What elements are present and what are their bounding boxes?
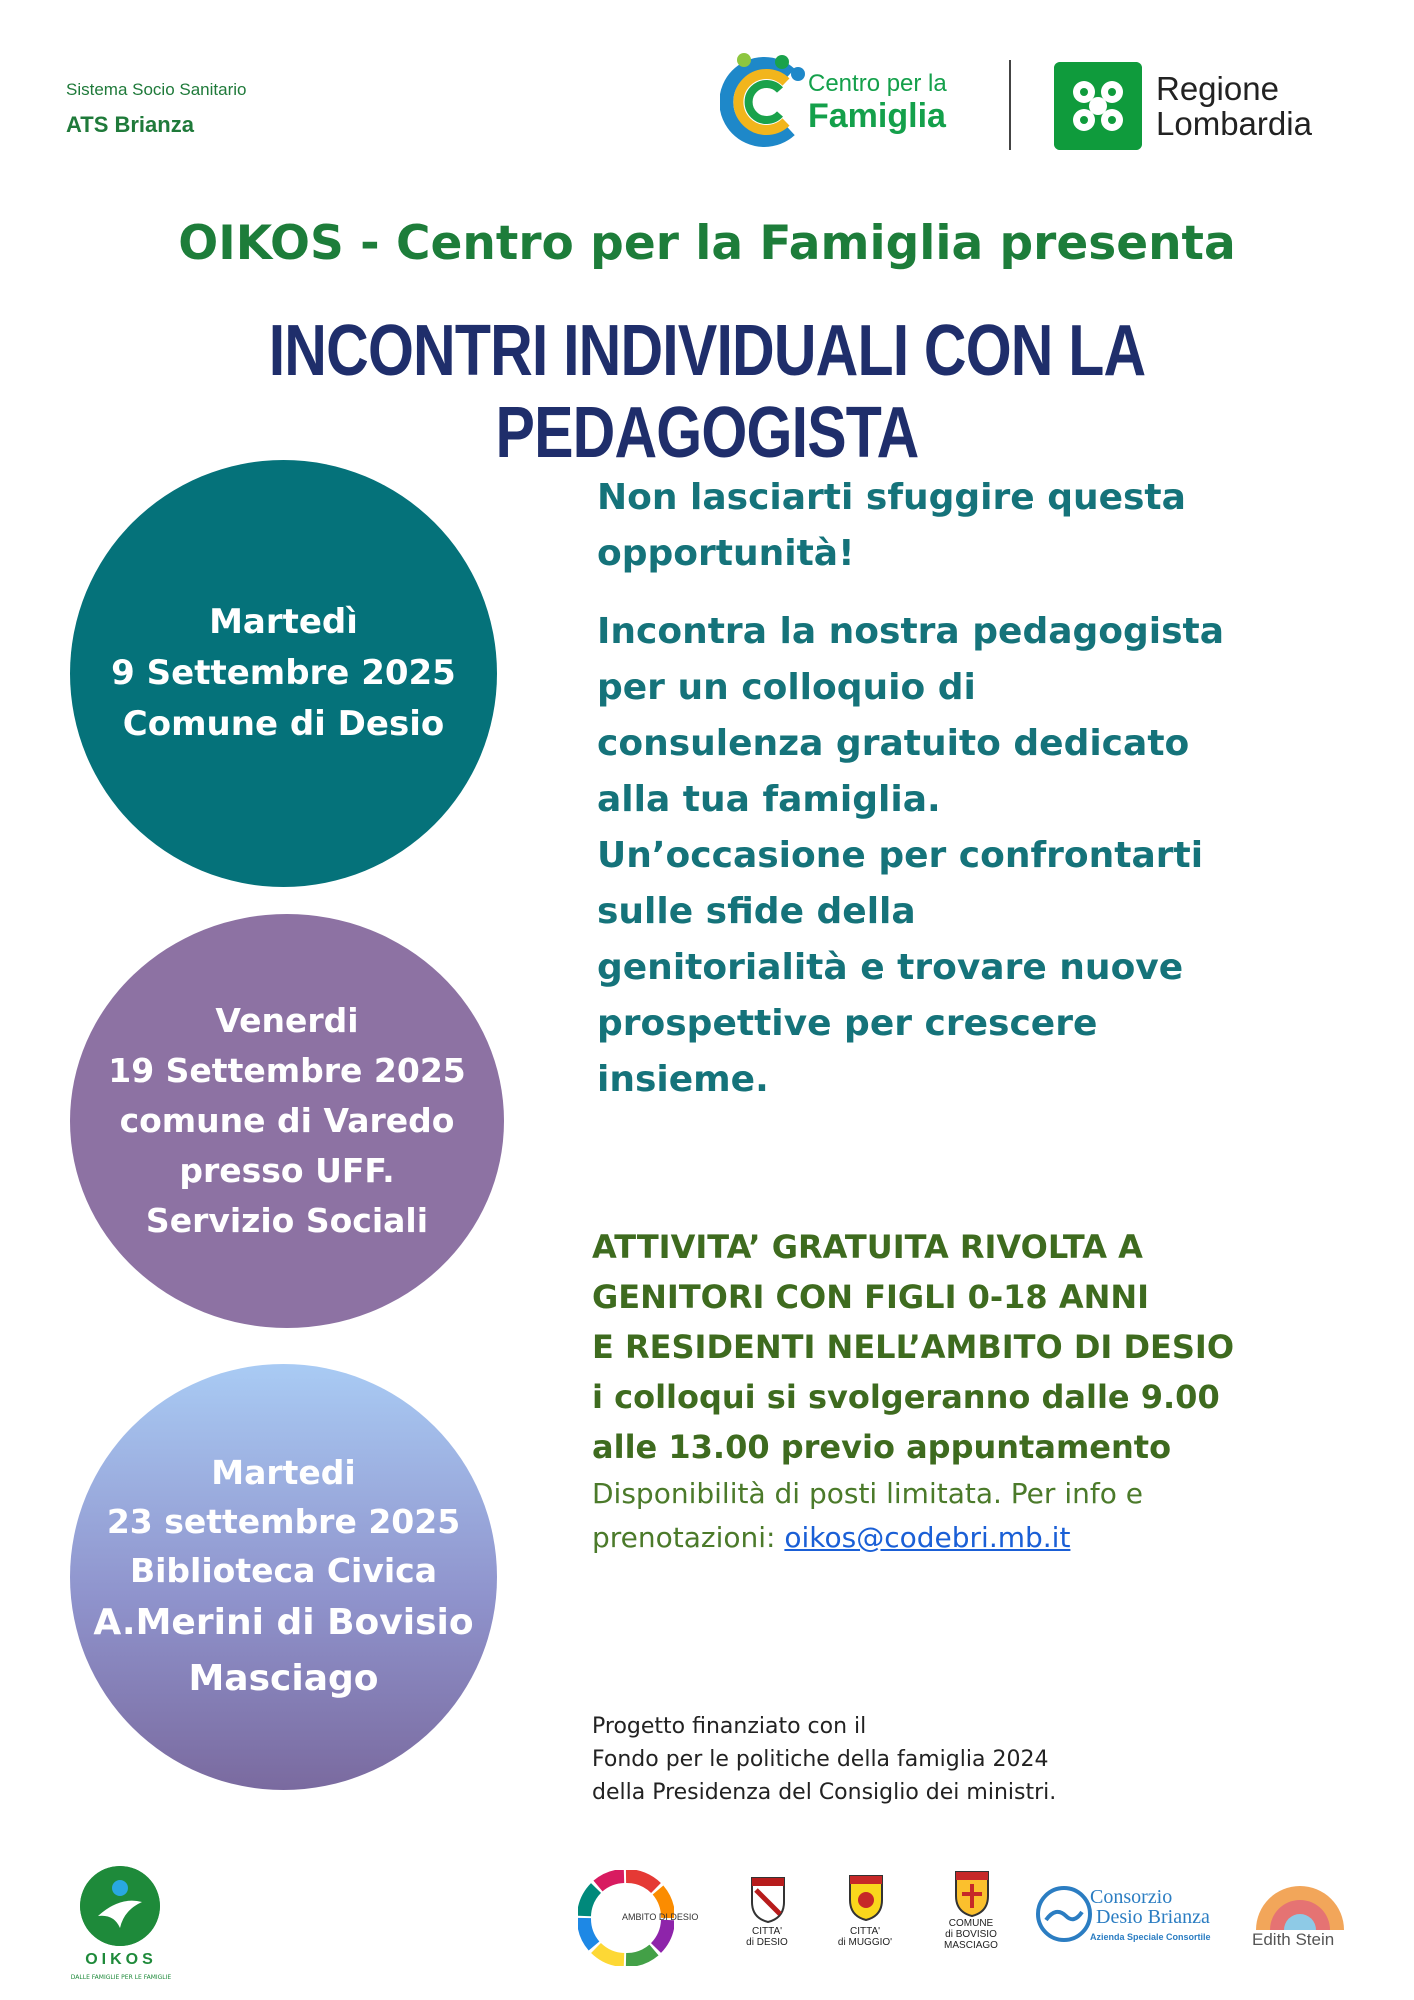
intro-line: Incontra la nostra pedagogista: [597, 611, 1225, 652]
regione-lombardia-cross-icon: [1054, 62, 1142, 150]
intro-line: Un’occasione per confrontarti: [597, 835, 1204, 876]
event-3-place-line2: A.Merini di Bovisio: [93, 1601, 474, 1643]
event-1-day: Martedì: [209, 602, 358, 642]
booking-line2: [592, 1516, 1372, 1560]
centro-famiglia-logo-icon: [720, 52, 812, 152]
consorzio-text-line3: Azienda Speciale Consortile: [1090, 1932, 1211, 1942]
oikos-logo-icon: [80, 1866, 160, 1946]
ats-logo-line1: Sistema Socio Sanitario: [66, 80, 247, 99]
activity-line: E RESIDENTI NELL’AMBITO DI DESIO: [592, 1328, 1235, 1366]
bovisio-crest-icon: [952, 1866, 992, 1918]
muggio-label-line1: CITTA': [849, 1926, 881, 1937]
desio-label-line2: di DESIO: [746, 1937, 788, 1948]
intro-line: Non lasciarti sfuggire questa: [597, 477, 1186, 518]
centro-famiglia-logo-line1: Centro per la: [808, 70, 947, 97]
page-title: INCONTRI INDIVIDUALI CON LA PEDAGOGISTA: [268, 311, 1146, 473]
event-circle-1: [70, 460, 497, 887]
intro-line: sulle sfide della: [597, 891, 916, 932]
event-3-place-line1: Biblioteca Civica: [129, 1550, 438, 1590]
event-1-place: Comune di Desio: [122, 704, 445, 744]
event-circle-3: [70, 1364, 497, 1790]
intro-line: alla tua famiglia.: [597, 779, 941, 820]
activity-line: ATTIVITA’ GRATUITA RIVOLTA A: [592, 1228, 1143, 1266]
email-link[interactable]: oikos@codebri.mb.it: [784, 1521, 1071, 1554]
muggio-label-line2: di MUGGIO': [837, 1937, 893, 1948]
event-2-date: 19 Settembre 2025: [108, 1051, 466, 1090]
intro-line: consulenza gratuito dedicato: [597, 723, 1190, 764]
intro-line: insieme.: [597, 1059, 769, 1100]
activity-info: [592, 1222, 1372, 1472]
regione-lombardia-line1: Regione: [1156, 70, 1279, 107]
edith-stein-text: Edith Stein: [1252, 1930, 1335, 1949]
funding-line: Fondo per le politiche della famiglia 2024: [592, 1747, 1049, 1772]
event-2-place-line2: presso UFF.: [179, 1151, 395, 1190]
bovisio-label-line3: MASCIAGO: [944, 1940, 998, 1951]
ats-logo-line2: ATS Brianza: [66, 112, 194, 137]
intro-line: genitorialità e trovare nuove: [597, 947, 1184, 988]
desio-crest-icon: [748, 1872, 788, 1924]
booking-line1: Disponibilità di posti limitata. Per info e: [592, 1477, 1143, 1510]
edith-stein-logo-icon: [1250, 1880, 1350, 1930]
regione-lombardia-line2: Lombardia: [1156, 105, 1312, 142]
presents-heading: OIKOS - Centro per la Famiglia presenta: [178, 216, 1236, 271]
event-2-day: Venerdi: [215, 1001, 359, 1040]
event-circle-2: [70, 914, 504, 1328]
event-3-day: Martedi: [211, 1452, 356, 1492]
bovisio-label: [926, 1918, 1016, 1951]
centro-famiglia-logo-line2: Famiglia: [808, 97, 946, 135]
intro-line: per un colloquio di: [597, 667, 976, 708]
oikos-logo-text: OIKOS: [85, 1951, 157, 1968]
muggio-crest-icon: [846, 1870, 886, 1922]
bovisio-label-line1: COMUNE: [948, 1918, 994, 1929]
booking-prefix: prenotazioni:: [592, 1521, 785, 1554]
desio-label: [722, 1926, 812, 1948]
event-2-place-line3: Servizio Sociali: [145, 1201, 429, 1240]
consorzio-text-line2: Desio Brianza: [1096, 1906, 1210, 1928]
logo-divider: [1009, 60, 1011, 150]
intro-text: [597, 470, 1357, 1108]
ambito-desio-label: AMBITO DI DESIO: [622, 1912, 699, 1922]
funding-note: [592, 1710, 1372, 1809]
oikos-logo-subtitle: DALLE FAMIGLIE PER LE FAMIGLIE: [70, 1974, 172, 1981]
event-3-place-line3: Masciago: [188, 1657, 379, 1699]
booking-info: [592, 1472, 1372, 1560]
activity-line: GENITORI CON FIGLI 0-18 ANNI: [592, 1278, 1150, 1316]
funding-line: Progetto finanziato con il: [592, 1714, 867, 1739]
event-2-place-line1: comune di Varedo: [119, 1101, 455, 1140]
funding-line: della Presidenza del Consiglio dei ministri.: [592, 1780, 1057, 1805]
bovisio-label-line2: di BOVISIO: [945, 1929, 997, 1940]
event-3-date: 23 settembre 2025: [106, 1501, 461, 1541]
activity-line: alle 13.00 previo appuntamento: [592, 1428, 1172, 1466]
event-1-date: 9 Settembre 2025: [111, 653, 456, 693]
muggio-label: [820, 1926, 910, 1948]
intro-line: opportunità!: [597, 533, 855, 574]
desio-label-line1: CITTA': [751, 1926, 783, 1937]
consorzio-wave-icon: [1036, 1886, 1092, 1942]
activity-line: i colloqui si svolgeranno dalle 9.00: [592, 1378, 1220, 1416]
consorzio-text-line1: Consorzio: [1090, 1886, 1173, 1908]
intro-line: prospettive per crescere: [597, 1003, 1098, 1044]
